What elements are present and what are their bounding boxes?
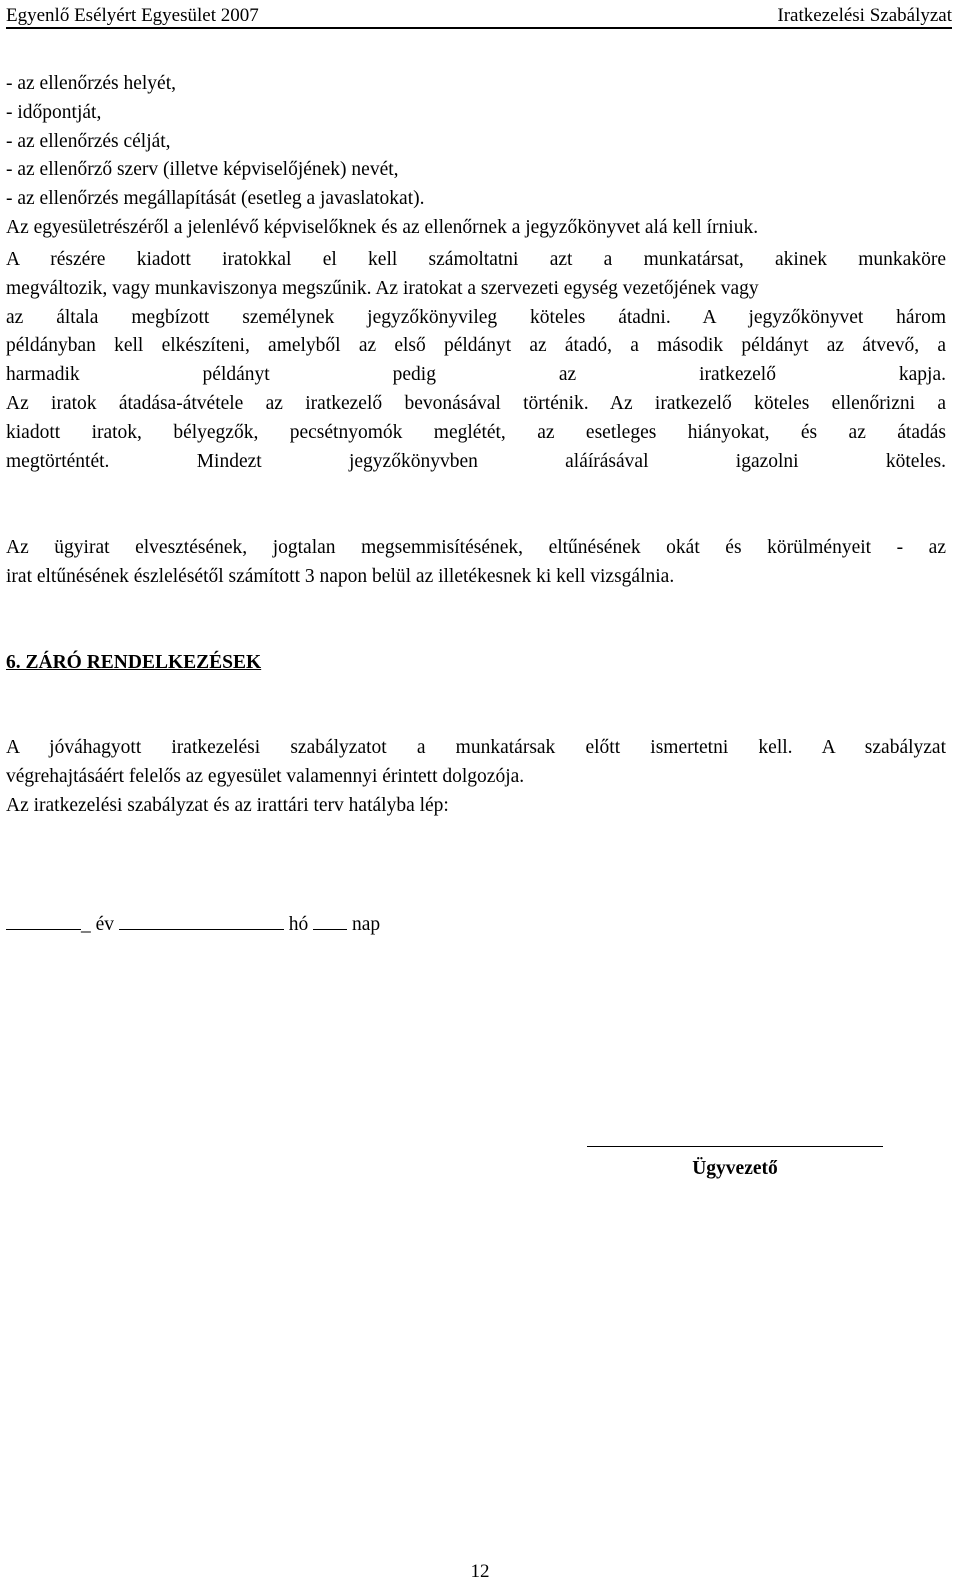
year-blank xyxy=(6,911,81,930)
paragraph-line: megtörténtét. Mindezt jegyzőkönyvben aláírásával igazolni köteles. xyxy=(6,450,946,472)
paragraph-line: Az iratok átadása-átvétele az iratkezelő bevonásával történik. Az iratkezelő köteles ellenőrizni a xyxy=(6,392,946,414)
day-word: nap xyxy=(352,914,381,935)
year-suffix: _ xyxy=(81,914,91,935)
month-blank xyxy=(119,911,284,930)
list-item: - az ellenőrző szerv (illetve képviselőjének) nevét, xyxy=(6,159,399,181)
effective-sentence: Az iratkezelési szabályzat és az irattári terv hatályba lép: xyxy=(6,794,449,816)
signature-label: Ügyvezető xyxy=(692,1158,778,1179)
paragraph-line: harmadik példányt pedig az iratkezelő kapja. xyxy=(6,364,946,386)
header-organization: Egyenlő Esélyért Egyesület 2007 xyxy=(6,5,259,26)
section-title: 6. ZÁRÓ RENDELKEZÉSEK xyxy=(6,652,262,673)
list-item: - az ellenőrzés célját, xyxy=(6,130,171,152)
signature-line xyxy=(587,1146,883,1147)
paragraph-transfer xyxy=(6,246,946,476)
list-item: - időpontját, xyxy=(6,101,102,123)
page-number: 12 xyxy=(470,1561,490,1582)
sign-sentence: Az egyesületrészéről a jelenlévő képviselőknek és az ellenőrnek a jegyzőkönyvet alá kell írniuk. xyxy=(6,216,759,238)
header-document-title: Iratkezelési Szabályzat xyxy=(777,5,952,26)
paragraph-final xyxy=(6,734,946,820)
date-line xyxy=(6,911,380,940)
paragraph-line: irat eltűnésének észlelésétől számított 3 napon belül az illetékesnek ki kell vizsgálnia. xyxy=(6,565,675,587)
list-item: - az ellenőrzés megállapítását (esetleg a javaslatokat). xyxy=(6,188,425,210)
paragraph-line: A jóváhagyott iratkezelési szabályzatot a munkatársak előtt ismertetni kell. A szabályzat xyxy=(6,737,946,758)
day-blank xyxy=(313,911,347,930)
year-word: év xyxy=(95,914,115,935)
paragraph-line: megváltozik, vagy munkaviszonya megszűnik. Az iratokat a szervezeti egység vezetőjének vagy xyxy=(6,277,759,299)
paragraph-line: végrehajtásáért felelős az egyesület valamennyi érintett dolgozója. xyxy=(6,765,525,787)
month-word: hó xyxy=(288,914,309,935)
list-item: - az ellenőrzés helyét, xyxy=(6,73,176,94)
paragraph-loss xyxy=(6,534,946,592)
paragraph-line: A részére kiadott iratokkal el kell számoltatni azt a munkatársat, akinek munkaköre xyxy=(6,249,946,270)
paragraph-line: Az ügyirat elvesztésének, jogtalan megsemmisítésének, eltűnésének okát és körülményeit - az xyxy=(6,537,946,558)
paragraph-line: kiadott iratok, bélyegzők, pecsétnyomók meglétét, az esetleges hiányokat, és az átadás xyxy=(6,421,946,443)
paragraph-line: példányban kell elkészíteni, amelyből az első példányt az átadó, a második példányt az átvevő, a xyxy=(6,335,946,357)
section-heading xyxy=(6,649,946,678)
page-header xyxy=(6,0,952,29)
paragraph-line: az általa megbízott személynek jegyzőkönyvileg köteles átadni. A jegyzőkönyvet három xyxy=(6,306,946,328)
inspection-list xyxy=(6,70,946,243)
